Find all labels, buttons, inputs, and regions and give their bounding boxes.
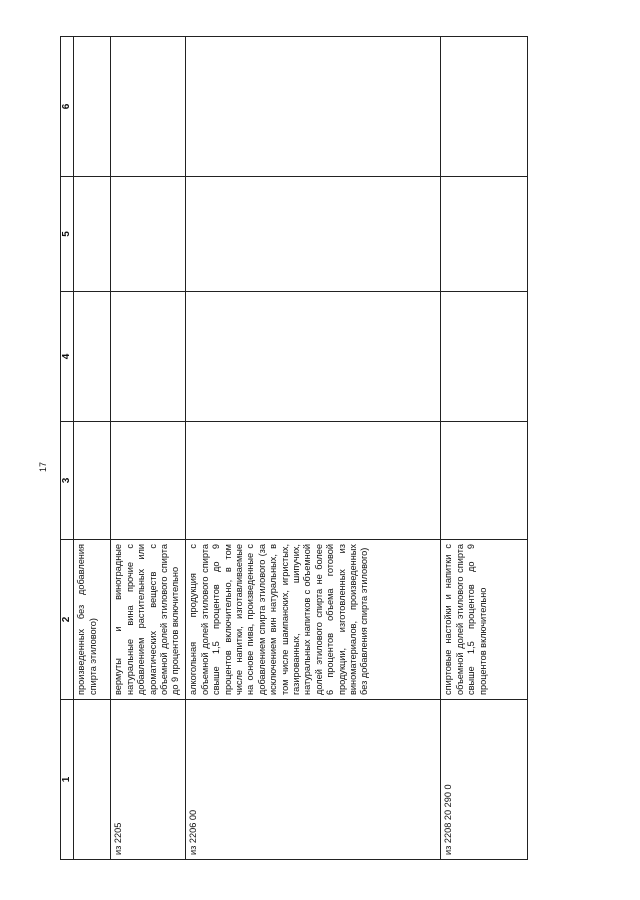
empty-cell [111,292,186,422]
header-col-4: 4 [61,292,74,422]
empty-cell [74,37,111,177]
description-cell: вермуты и виноградные натуральные вина прочие с добавлением растительных или ароматических веществ с объемной долей этилового спирта до 9 процентов включительно [111,540,186,700]
header-col-1: 1 [61,700,74,860]
empty-cell [186,422,441,540]
description-cell: алкогольная продукция с объемной долей этилового спирта свыше 1,5 процентов до 9 процентов включительно, в том числе напитки, изготавливаемые на основе пива, произведенные с добавлением спирта этилового (за исключением вин натуральных, в том числе шампанских, игристых, газированных, шипучих, натуральных напитков с объемной долей этилового спирта не более 6 процентов объема готовой продукции, изготовленных из виноматериалов, произведенных без добавления спирта этилового) [186,540,441,700]
header-row [61,37,74,860]
empty-cell [186,292,441,422]
page-number: 17 [38,462,48,473]
header-col-3: 3 [61,422,74,540]
description-cell: спиртовые настойки и напитки с объемной долей этилового спирта свыше 1,5 процентов до 9 процентов включительно [441,540,528,700]
table-row [74,37,111,860]
rotated-page [60,37,528,860]
code-cell: из 2208 20 290 0 [441,700,528,860]
empty-cell [441,422,528,540]
code-cell [74,700,111,860]
alcohol-products-table [60,36,528,860]
header-col-6: 6 [61,37,74,177]
code-cell: из 2205 [111,700,186,860]
header-col-2: 2 [61,540,74,700]
empty-cell [441,177,528,292]
table-row [186,37,441,860]
empty-cell [186,177,441,292]
empty-cell [111,177,186,292]
empty-cell [74,292,111,422]
empty-cell [74,177,111,292]
header-col-5: 5 [61,177,74,292]
empty-cell [441,37,528,177]
code-cell: из 2206 00 [186,700,441,860]
table-row [111,37,186,860]
empty-cell [74,422,111,540]
empty-cell [441,292,528,422]
empty-cell [111,422,186,540]
table-row [441,37,528,860]
empty-cell [111,37,186,177]
empty-cell [186,37,441,177]
description-cell: произведенных без добавления спирта этилового) [74,540,111,700]
